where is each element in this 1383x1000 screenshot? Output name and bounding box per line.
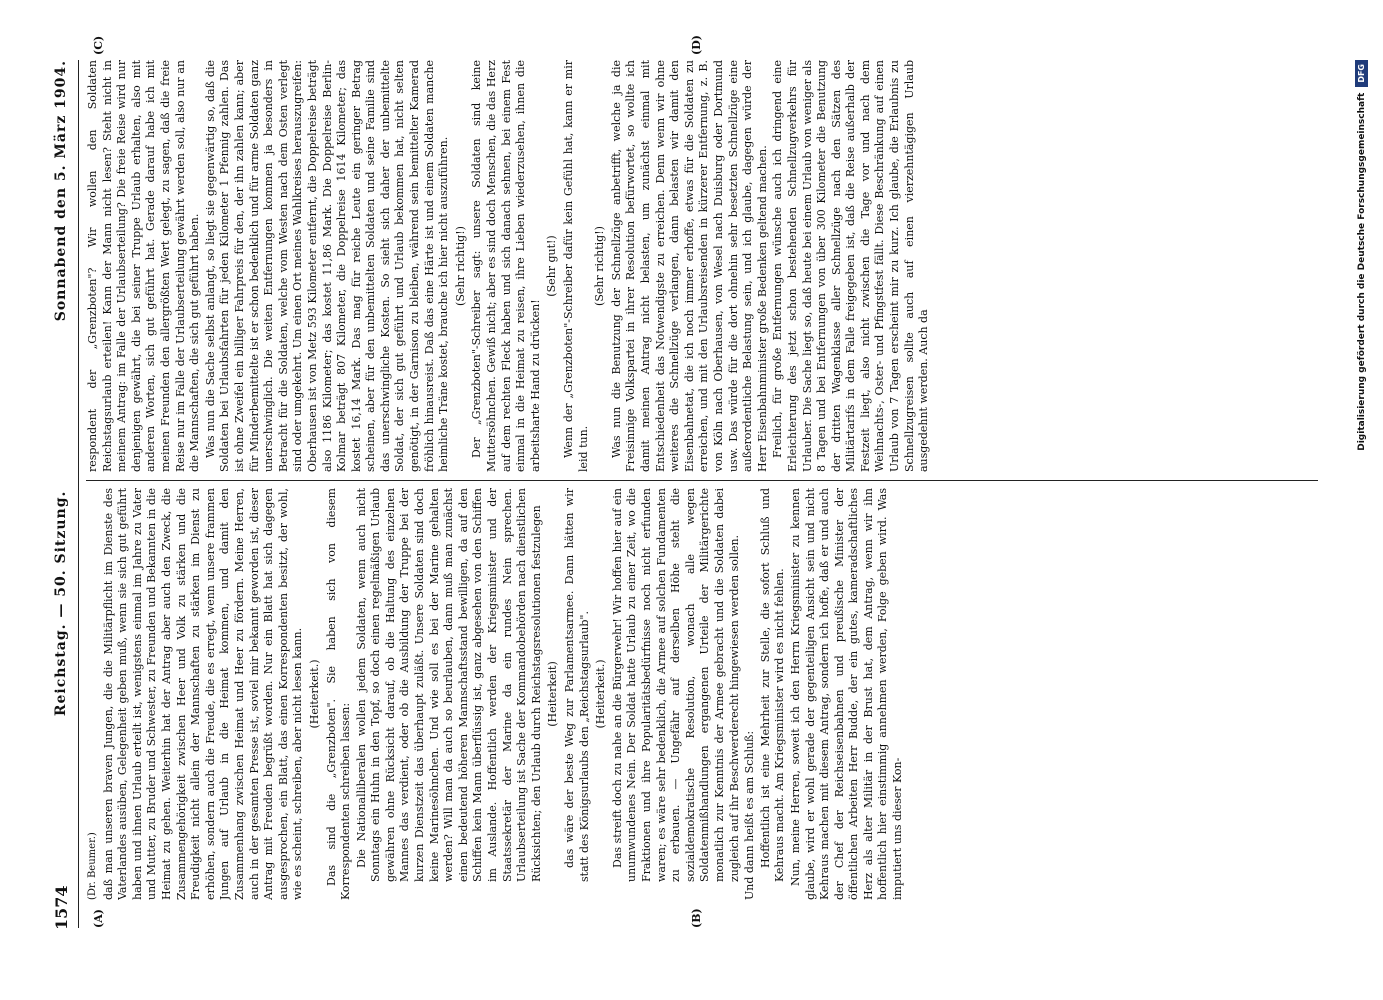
quotation: Hoffentlich ist eine Mehrheit zur Stelle, die sofort Schluß und Kehraus macht. Am Kriegsminister wird es nicht fehlen. xyxy=(758,488,787,882)
paragraph: Freilich, für große Entfernungen wünsche auch ich dringend eine Erleichterung des jetzt schon bestehenden Schnellzugverkehrs für Urlauber. Die Sache liegt so, daß heute bei einem Urlaub von weniger als 8 Tagen und bei Entfernungen von über 300 Kilometer die Benutzung der dritten Wagenklasse aller Schnellzüge nach den Sätzen des Militärtarifs in dem Falle freigegeben ist, daß die Reise außerhalb der Festzeit liegt, also nicht zwischen die Tage vor und nach dem Weihnachts-, Oster- und Pfingstfest fällt. Diese Beschränkung auf einen Urlaub von 7 Tagen erscheint mir zu kurz. Ich glaube, die Erlaubnis zu Schnellzugreisen sollte auch auf einen vierzehntägigen Urlaub ausgedehnt werden. Auch da xyxy=(771,60,931,472)
right-column xyxy=(86,60,1321,472)
interjection: (Sehr richtig!) xyxy=(453,226,467,306)
paragraph: Wenn der „Grenzboten"-Schreiber dafür kein Gefühl hat, kann er mir leid tun. xyxy=(562,60,590,472)
paragraph: Nun, meine Herren, soweit ich den Herrn Kriegsminister zu kennen glaube, wird er wohl gerade der gegenteiligen Ansicht sein und nicht Kehraus machen mit diesem Antrag, sondern ich hoffe, daß er und auch der Chef der Reichseisenbahnen und preußische Minister der öffentlichen Arbeiten Herr Budde, der ein gutes, kameradschaftliches Herz als alter Militär in der Brust hat, dem Antrag, wenn wir ihn hoffentlich hier einstimmig annehmen werden, Folge geben wird. Was imputiert uns dieser Kon- xyxy=(788,488,905,900)
interjection: (Sehr gut!) xyxy=(545,235,559,297)
quotation: das wäre der beste Weg zur Parlamentsarmee. Dann hätten wir statt des Königsurlaubs den „Reichstagsurlaub". xyxy=(563,488,591,882)
left-column xyxy=(86,488,1321,900)
paragraph: Was nun die Benutzung der Schnellzüge anbetrifft, welche ja die Freisinnige Volkspartei in ihrer Resolution befürwortet, so wollte ich damit meinen Antrag nicht belasten, um zunächst einmal mit Entschiedenheit das Notwendigste zu erreichen. Denn wenn wir ohne weiteres die Schnellzüge verlangen, dann belasten wir damit den Eisenbahnetat, die ich noch immer erhoffe, etwas für die Soldaten zu erreichen, und mit den Urlaubsreisenden in kürzerer Entfernung, z. B. von Köln nach Oberhausen, von Wesel nach Duisburg oder Dortmund usw. Das würde für die dort ohnehin sehr besetzten Schnellzüge eine außerordentliche Belastung sein, und ich glaube, dagegen würde der Herr Eisenbahnminister große Bedenken geltend machen. xyxy=(609,60,769,472)
margin-mark-c: (C) xyxy=(92,35,105,55)
column-divider xyxy=(86,480,1318,481)
paragraph: respondent der „Grenzboten"? Wir wollen den Soldaten Reichstagsurlaub erteilen! Kann der Mann nicht lesen? Steht nicht in meinem Antrag: im Falle der Urlaubserteilung? Die freie Reise wird nur denjenigen gewährt, die bei seiner Truppe Urlaub erhalten, also mit anderen Worten, sich gut geführt hat. Gerade darauf habe ich mit meinen Freunden den allergrößten Wert gelegt, zu sagen, daß die freie Reise nur im Falle der Urlaubserteilung gewährt werden soll, also nur an die Mannschaften, die sich gut geführt haben. xyxy=(86,60,202,472)
speaker-label: (Dr. Beumer.) xyxy=(87,832,98,900)
paragraph: daß man unseren braven Jungen, die die Militärpflicht im Dienste des Vaterlandes ausüben, Gelegenheit geben muß, wenn sie sich gut geführt haben und ihnen Urlaub erteilt ist, wenigstens einmal im Jahre zu Vater und Mutter, zu Bruder und Schwester, zu Freunden und Bekannten in die Heimat zu gehen. Weiterhin hat der Antrag aber auch den Zweck, die Zusammengehörigkeit zwischen Heer und Volk zu stärken und die Freudigkeit nicht allein der Mannschaften zu stärken im Dienst zu erhöhen, sondern auch die Freude, die es erregt, wenn unsere frammen Jungen auf Urlaub in die Heimat kommen, und damit den Zusammenhang zwischen Heimat und Heer zu fördern. Meine Herren, auch in der gesamten Presse ist, soviel mir bekannt geworden ist, dieser Antrag mit Freuden begrüßt worden. Nur ein Blatt hat sich dagegen ausgesprochen, ein Blatt, das einen Korrespondenten besitzt, der wohl, wie es scheint, schreiben, aber nicht lesen kann. xyxy=(101,488,305,900)
margin-mark-b: (B) xyxy=(690,908,703,928)
digitization-credit xyxy=(1355,60,1368,940)
quotation: Das streift doch zu nahe an die Bürgerwehr! Wir hoffen hier auf ein unumwundenes Nein. Der Soldat hatte Urlaub zu einer Zeit, wo die Fraktionen und ihre Popularitätsbedürfnisse noch nicht erfunden waren; es wäre sehr bedenklich, die Armee auf solchen Fundamenten zu erbauen. — Ungefähr auf derselben Höhe steht die sozialdemokratische Resolution, wonach alle wegen Soldatenmißhandlungen ergangenen Urteile der Militärgerichte monatlich zur Kenntnis der Armee gebracht und die Soldaten dabei zugleich auf ihr Beschwerderecht hingewiesen werden sollen. xyxy=(610,488,741,882)
header-rule xyxy=(78,60,79,928)
interjection: (Heiterkeit.) xyxy=(594,659,608,729)
interjection: (Sehr richtig!) xyxy=(593,226,607,306)
paragraph: Der „Grenzboten"-Schreiber sagt: unsere Soldaten sind keine Muttersöhnchen. Gewiß nicht; aber es sind doch Menschen, die das Herz auf dem rechten Fleck haben und sich danach sehnen, bei einem Fest einmal in die Heimat zu reisen, ihre Lieben wiederzusehen, ihnen die arbeitsharte Hand zu drücken! xyxy=(470,60,542,472)
header-right-title: Sonnabend den 5. März 1904. xyxy=(53,60,69,322)
quotation: Die Nationalliberalen wollen jedem Soldaten, wenn auch nicht Sonntags ein Huhn in den Topf, so doch einen regelmäßigen Urlaub gewähren ohne Rücksicht darauf, ob die Haltung des einzelnen Mannes das verdient, oder ob die Ausbildung der Truppe bei der kurzen Dienstzeit das überhaupt zuläßt. Unsere Soldaten sind doch keine Marinesöhnchen. Und wie soll es bei der Marine gehalten werden? Will man da auch so beurlauben, dann muß man zunächst einen bedeutend höheren Mannschaftsstand bewilligen, da auf den Schiffen kein Mann überflüssig ist, ganz abgesehen von den Schiffen im Auslande. Hoffentlich werden der Kriegsminister und der Staatssekretär der Marine da ein rundes Nein sprechen. Urlaubserteilung ist Sache der Kommandobehörden nach dienstlichen Rücksichten; den Urlaub durch Reichstagsresolutionen festzulegen xyxy=(354,488,543,882)
interjection: (Heiterkeit.) xyxy=(307,659,321,729)
margin-mark-d: (D) xyxy=(690,35,703,55)
credit-text: Digitalisierung gefördert durch die Deutsche Forschungsgemeinschaft xyxy=(1356,92,1367,451)
dfg-logo: DFG xyxy=(1355,60,1368,87)
paragraph: Und dann heißt es am Schluß: xyxy=(743,730,757,900)
margin-mark-a: (A) xyxy=(92,909,105,928)
page-number: 1574 xyxy=(51,885,71,930)
interjection: (Heiterkeit) xyxy=(546,661,560,727)
header-left-title: Reichstag. — 50. Sitzung. xyxy=(53,490,69,717)
paragraph: Was nun die Sache selbst anlangt, so liegt sie gegenwärtig so, daß die Soldaten bei Urlaubsfahrten für jeden Kilometer 1 Pfennig zahlen. Das ist ohne Zweifel ein billiger Fahrpreis für den, der ihn zahlen kann; aber für Minderbemittelte ist er schon bedenklich und für arme Soldaten ganz unerschwinglich. Die weiten Entfernungen kommen ja besonders in Betracht für die Soldaten, welche vom Westen nach dem Osten verlegt sind oder umgekehrt. Um einen Ort meines Wahlkreises herauszugreifen: Oberhausen ist von Metz 593 Kilometer entfernt, die Doppelreise beträgt also 1186 Kilometer; das kostet 11,86 Mark. Die Doppelreise Berlin-Kolmar beträgt 807 Kilometer, die Doppelreise 1614 Kilometer; das kostet 16,14 Mark. Das mag für reiche Leute ein geringer Betrag scheinen, aber für den unbemittelten Soldaten und seine Familie sind das unerschwingliche Kosten. So sieht sich daher der unbemittelte Soldat, der sich gut geführt und Urlaub bekommen hat, nicht selten genötigt, in der Garnison zu bleiben, während sein bemittelter Kamerad fröhlich hinausreist. Daß das eine Härte ist und einem Soldaten manche heimliche Träne kostet, brauche ich hier nicht auszuführen. xyxy=(203,60,451,472)
paragraph: Das sind die „Grenzboten". Sie haben sich von diesem Korrespondenten schreiben lassen: xyxy=(324,488,353,900)
page-header xyxy=(46,60,76,930)
